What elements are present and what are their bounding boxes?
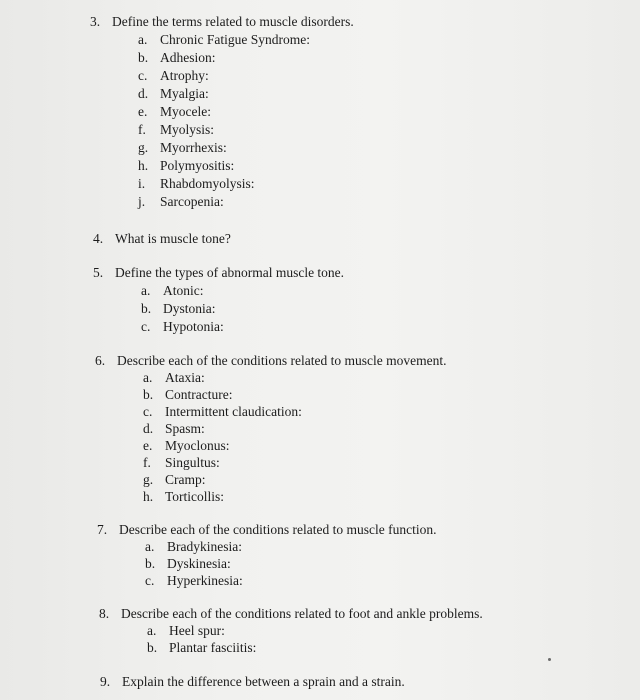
list-item [143,420,205,437]
list-item [138,175,255,192]
item-text: Polymyositis: [160,158,235,173]
item-text: Singultus: [165,455,220,470]
item-letter: g. [138,140,149,155]
item-text: Hypotonia: [163,319,224,334]
list-item [143,403,302,420]
question-6 [95,352,447,369]
list-item [141,318,224,335]
item-letter: b. [138,50,149,65]
item-text: Dyskinesia: [167,556,231,571]
question-7 [97,521,437,538]
item-letter: a. [143,370,153,385]
list-item [147,639,256,656]
item-letter: a. [141,283,151,298]
item-text: Atrophy: [160,68,209,83]
item-text: Dystonia: [163,301,216,316]
item-text: Myolysis: [160,122,215,137]
item-letter: c. [143,404,153,419]
question-text: Explain the difference between a sprain and a strain. [122,674,405,689]
list-item [138,103,211,120]
item-letter: g. [143,472,154,487]
item-text: Bradykinesia: [167,539,242,554]
list-item [138,49,216,66]
item-letter: b. [147,640,158,655]
item-text: Chronic Fatigue Syndrome: [160,32,310,47]
item-letter: i. [138,176,146,191]
question-3 [90,13,354,30]
list-item [145,555,231,572]
question-text: What is muscle tone? [115,231,231,246]
question-text: Describe each of the conditions related to muscle function. [119,522,437,537]
question-5 [93,264,344,281]
item-text: Plantar fasciitis: [169,640,257,655]
item-letter: a. [145,539,155,554]
item-text: Contracture: [165,387,233,402]
item-letter: c. [145,573,155,588]
question-number: 8. [99,606,110,621]
item-text: Sarcopenia: [160,194,224,209]
item-text: Torticollis: [165,489,225,504]
item-letter: f. [143,455,151,470]
list-item [138,85,209,102]
list-item [147,622,225,639]
item-text: Spasm: [165,421,205,436]
item-letter: f. [138,122,146,137]
item-letter: j. [138,194,146,209]
item-letter: b. [143,387,154,402]
item-text: Rhabdomyolysis: [160,176,255,191]
list-item [143,437,230,454]
stray-mark [548,658,551,661]
list-item [143,386,232,403]
item-text: Myocele: [160,104,211,119]
list-item [138,193,224,210]
question-number: 5. [93,265,104,280]
item-letter: c. [141,319,151,334]
item-letter: a. [138,32,148,47]
list-item [141,300,216,317]
item-letter: e. [138,104,148,119]
item-text: Atonic: [163,283,204,298]
list-item [138,67,209,84]
list-item [143,369,205,386]
question-number: 3. [90,14,101,29]
question-text: Define the terms related to muscle disorders. [112,14,354,29]
list-item [138,139,227,156]
list-item [138,121,214,138]
item-text: Cramp: [165,472,206,487]
item-text: Myoclonus: [165,438,230,453]
item-text: Ataxia: [165,370,205,385]
list-item [143,454,220,471]
list-item [143,488,224,505]
item-letter: h. [138,158,149,173]
item-letter: b. [145,556,156,571]
question-text: Define the types of abnormal muscle tone. [115,265,345,280]
question-8 [99,605,483,622]
item-text: Myalgia: [160,86,209,101]
item-text: Intermittent claudication: [165,404,302,419]
item-text: Heel spur: [169,623,225,638]
list-item [143,471,206,488]
question-number: 7. [97,522,108,537]
list-item [141,282,204,299]
list-item [145,538,242,555]
item-letter: c. [138,68,148,83]
item-text: Adhesion: [160,50,216,65]
list-item [138,31,310,48]
item-text: Hyperkinesia: [167,573,243,588]
question-number: 4. [93,231,104,246]
question-text: Describe each of the conditions related to foot and ankle problems. [121,606,483,621]
item-letter: d. [143,421,154,436]
item-letter: b. [141,301,152,316]
question-number: 6. [95,353,106,368]
item-letter: a. [147,623,157,638]
list-item [145,572,243,589]
item-letter: h. [143,489,154,504]
list-item [138,157,234,174]
item-letter: d. [138,86,149,101]
question-text: Describe each of the conditions related to muscle movement. [117,353,447,368]
item-letter: e. [143,438,153,453]
item-text: Myorrhexis: [160,140,227,155]
question-number: 9. [100,674,111,689]
question-9 [100,673,405,690]
question-4 [93,230,231,247]
